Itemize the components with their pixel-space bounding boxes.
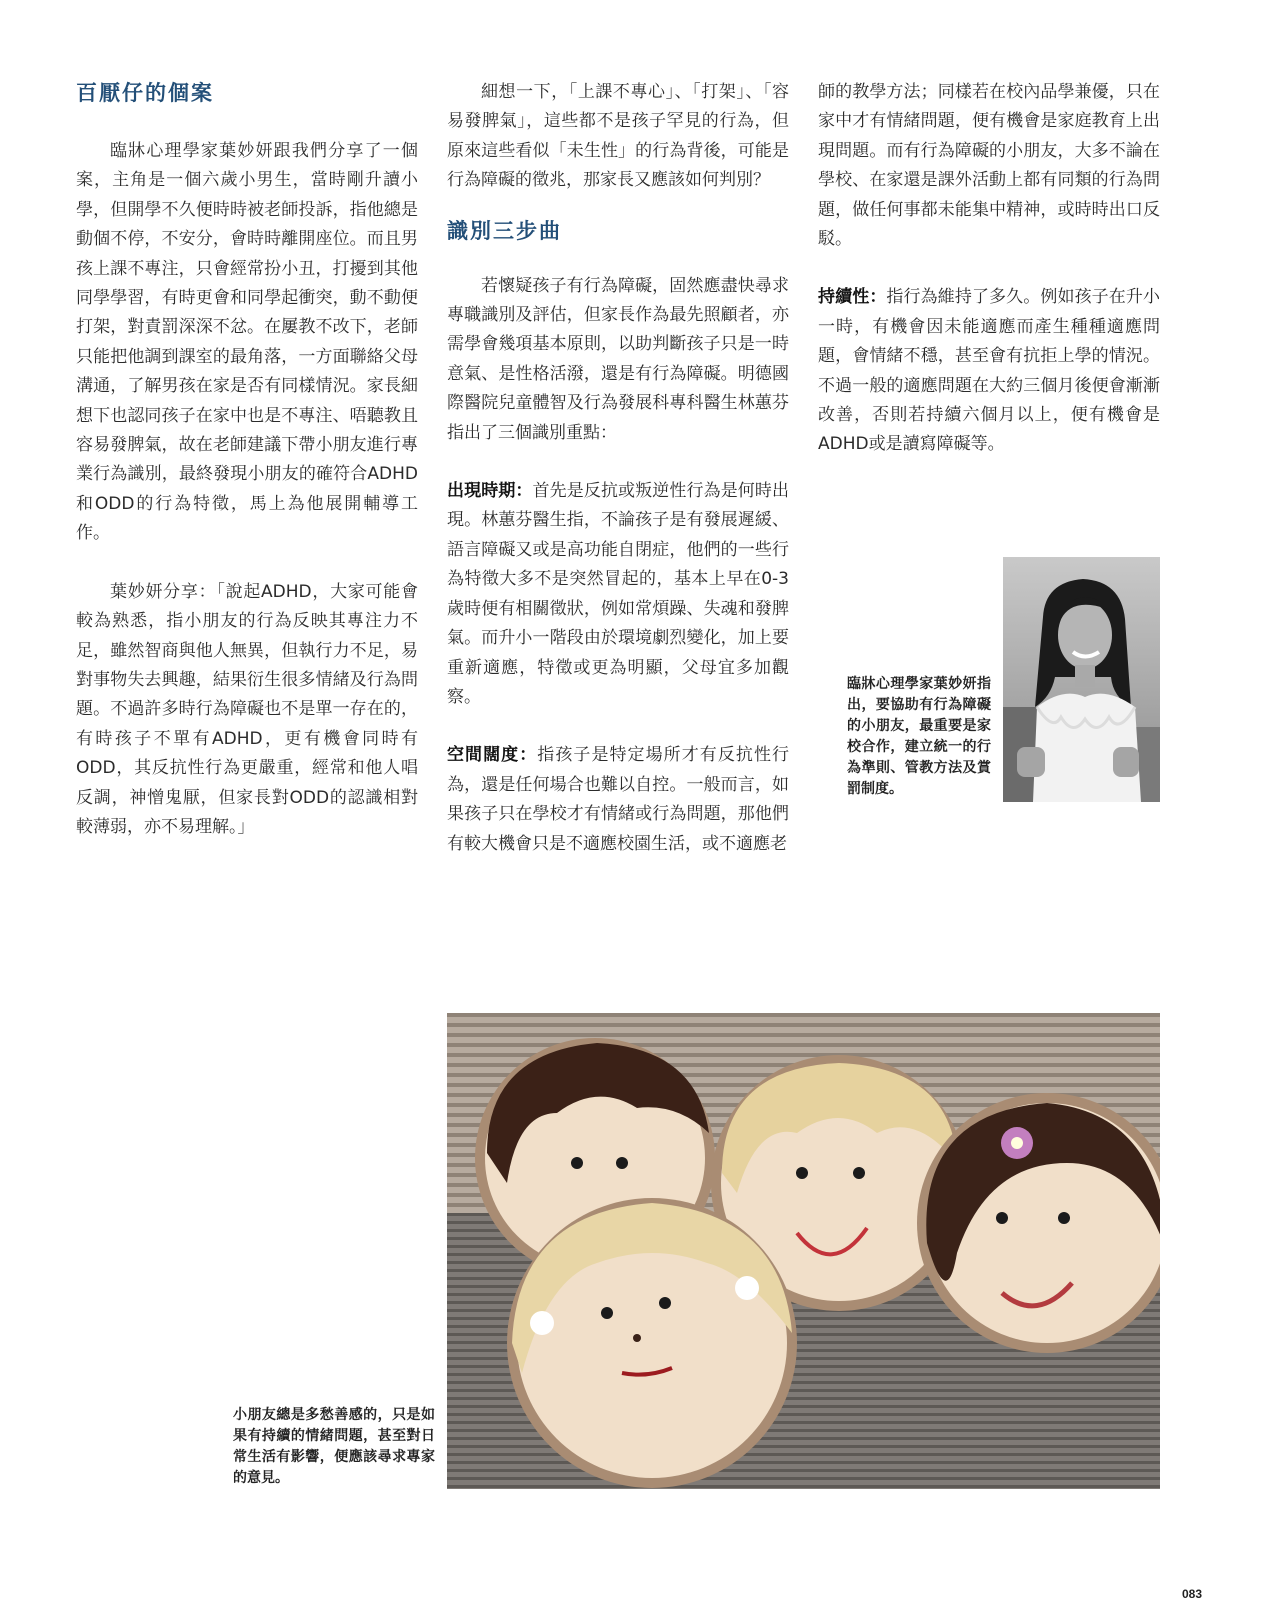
portrait-caption: 臨牀心理學家葉妙妍指出，要協助有行為障礙的小朋友，最重要是家校合作，建立統一的行為準則、管教方法及賞罰制度。 (847, 676, 991, 797)
column-2 (447, 78, 789, 859)
paragraph: 葉妙妍分享：「說起ADHD，大家可能會較為熟悉，指小朋友的行為反映其專注力不足，雖然智商與他人無異，但執行力不足，易對事物失去興趣，結果衍生很多情緒及行為問題。不過許多時行為障礙也不是單一存在的，有時孩子不單有ADHD，更有機會同時有ODD，其反抗性行為更嚴重，經常和他人唱反調，神憎鬼厭，但家長對ODD的認識相對較薄弱，亦不易理解。」 (76, 581, 418, 837)
paragraph-text: 首先是反抗或叛逆性行為是何時出現。林蕙芬醫生指，不論孩子是有發展遲緩、語言障礙又或是高功能自閉症，他們的一些行為特徵大多不是突然冒起的，基本上早在0-3歲時便有相關徵狀，例如常煩躁、失魂和發脾氣。而升小一階段由於環境劇烈變化，加上要重新適應，特徵或更為明顯，父母宜多加觀察。 (447, 481, 790, 707)
page-number: 083 (1181, 1587, 1202, 1601)
paragraph-text: 指行為維持了多久。例如孩子在升小一時，有機會因未能適應而產生種種適應問題，會情緒不穩，甚至會有抗拒上學的情況。不過一般的適應問題在大約三個月後便會漸漸改善，否則若持續六個月以上，便有機會是ADHD或是讀寫障礙等。 (818, 287, 1161, 455)
cookies-photo (447, 1013, 1160, 1489)
term-onset: 出現時期： (447, 481, 533, 502)
paragraph (447, 477, 789, 712)
paragraph (447, 741, 789, 859)
portrait-photo (1003, 557, 1160, 802)
paragraph: 臨牀心理學家葉妙妍跟我們分享了一個案，主角是一個六歲小男生，當時剛升讀小學，但開學不久便時時被老師投訴，指他總是動個不停，不安分，會時時離開座位。而且男孩上課不專注，只會經常扮小丑，打擾到其他同學學習，有時更會和同學起衝突，動不動便打架，對責罰深深不忿。在屢教不改下，老師只能把他調到課室的最角落，一方面聯絡父母溝通，了解男孩在家是否有同樣情況。家長細想下也認同孩子在家中也是不專注、唔聽教且容易發脾氣，故在老師建議下帶小朋友進行專業行為識別，最終發現小朋友的確符合ADHD和ODD的行為特徵，馬上為他展開輔導工作。 (76, 141, 418, 544)
paragraph: 師的教學方法；同樣若在校內品學兼優，只在家中才有情緒問題，便有機會是家庭教育上出現問題。而有行為障礙的小朋友，大多不論在學校、在家還是課外活動上都有同類的行為問題，做任何事都未能集中精神，或時時出口反駁。 (818, 82, 1160, 250)
paragraph-text: 指孩子是特定場所才有反抗性行為，還是任何場合也難以自控。一般而言，如果孩子只在學校才有情緒或行為問題，那他們有較大機會只是不適應校園生活，或不適應老 (447, 745, 790, 854)
paragraph: 若懷疑孩子有行為障礙，固然應盡快尋求專職識別及評估，但家長作為最先照顧者，亦需學會幾項基本原則，以助判斷孩子只是一時意氣、是性格活潑，還是有行為障礙。明德國際醫院兒童體智及行為發展科專科醫生林蕙芬指出了三個識別重點： (447, 275, 789, 443)
column-3 (818, 78, 1160, 460)
paragraph: 細想一下，「上課不專心」、「打架」、「容易發脾氣」，這些都不是孩子罕見的行為，但原來這些看似「未生性」的行為背後，可能是行為障礙的徵兆，那家長又應該如何判別？ (447, 82, 789, 191)
portrait-illustration (1003, 557, 1160, 802)
term-context: 空間闊度： (447, 745, 538, 766)
term-duration: 持續性： (818, 287, 887, 308)
column-1 (76, 78, 418, 842)
section-heading-three-steps: 識別三步曲 (447, 217, 562, 243)
cookies-caption: 小朋友總是多愁善感的，只是如果有持續的情緒問題，甚至對日常生活有影響，便應該尋求專家的意見。 (233, 1407, 435, 1486)
paragraph (818, 283, 1160, 459)
cookies-illustration (447, 1013, 1160, 1489)
section-heading-case: 百厭仔的個案 (76, 80, 214, 105)
